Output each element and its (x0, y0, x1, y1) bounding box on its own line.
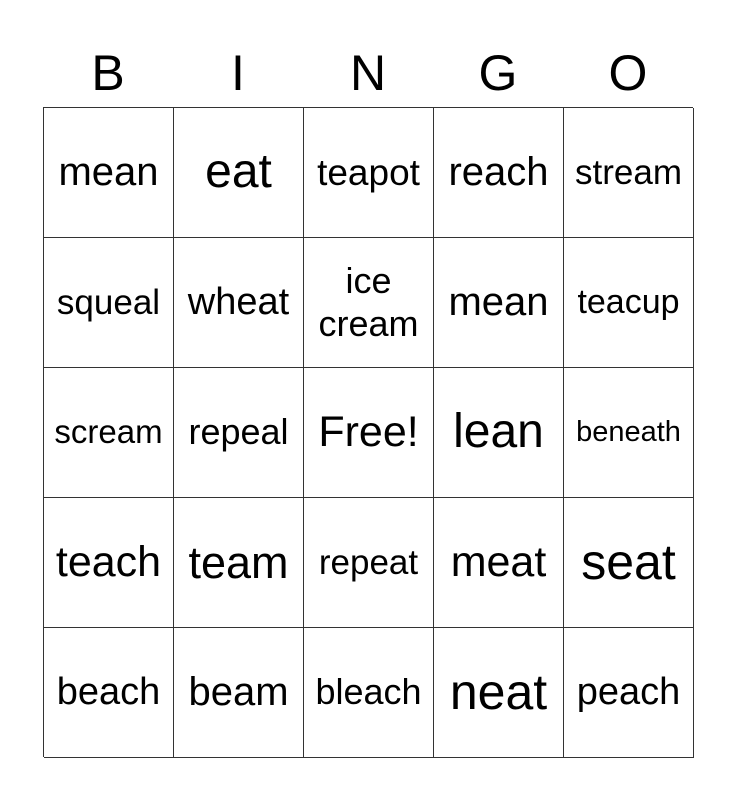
header-letter-i: I (231, 45, 245, 101)
bingo-cell-r3c5: beneath (564, 368, 694, 498)
header-letter-g: G (478, 45, 518, 101)
bingo-board (43, 107, 693, 757)
header-letter-o: O (608, 45, 648, 101)
bingo-cell-r3c2: repeal (174, 368, 304, 498)
bingo-cell-r5c3: bleach (304, 628, 434, 758)
bingo-cell-r4c2: team (174, 498, 304, 628)
bingo-cell-r5c1: beach (44, 628, 174, 758)
bingo-cell-r1c1: mean (44, 108, 174, 238)
bingo-cell-r2c1: squeal (44, 238, 174, 368)
bingo-cell-r3c3: Free! (304, 368, 434, 498)
bingo-cell-r1c2: eat (174, 108, 304, 238)
bingo-cell-r5c5: peach (564, 628, 694, 758)
bingo-cell-r5c2: beam (174, 628, 304, 758)
bingo-cell-r4c4: meat (434, 498, 564, 628)
bingo-cell-r2c5: teacup (564, 238, 694, 368)
bingo-cell-r2c2: wheat (174, 238, 304, 368)
bingo-cell-r2c4: mean (434, 238, 564, 368)
bingo-cell-r3c4: lean (434, 368, 564, 498)
bingo-header (43, 40, 693, 106)
bingo-cell-r1c4: reach (434, 108, 564, 238)
bingo-cell-r1c3: teapot (304, 108, 434, 238)
bingo-cell-r3c1: scream (44, 368, 174, 498)
bingo-cell-r4c5: seat (564, 498, 694, 628)
header-letter-n: N (349, 45, 387, 101)
bingo-cell-r4c1: teach (44, 498, 174, 628)
bingo-cell-r4c3: repeat (304, 498, 434, 628)
bingo-cell-r5c4: neat (434, 628, 564, 758)
header-letter-b: B (91, 45, 125, 101)
bingo-cell-r2c3: ice cream (304, 238, 434, 368)
bingo-cell-r1c5: stream (564, 108, 694, 238)
